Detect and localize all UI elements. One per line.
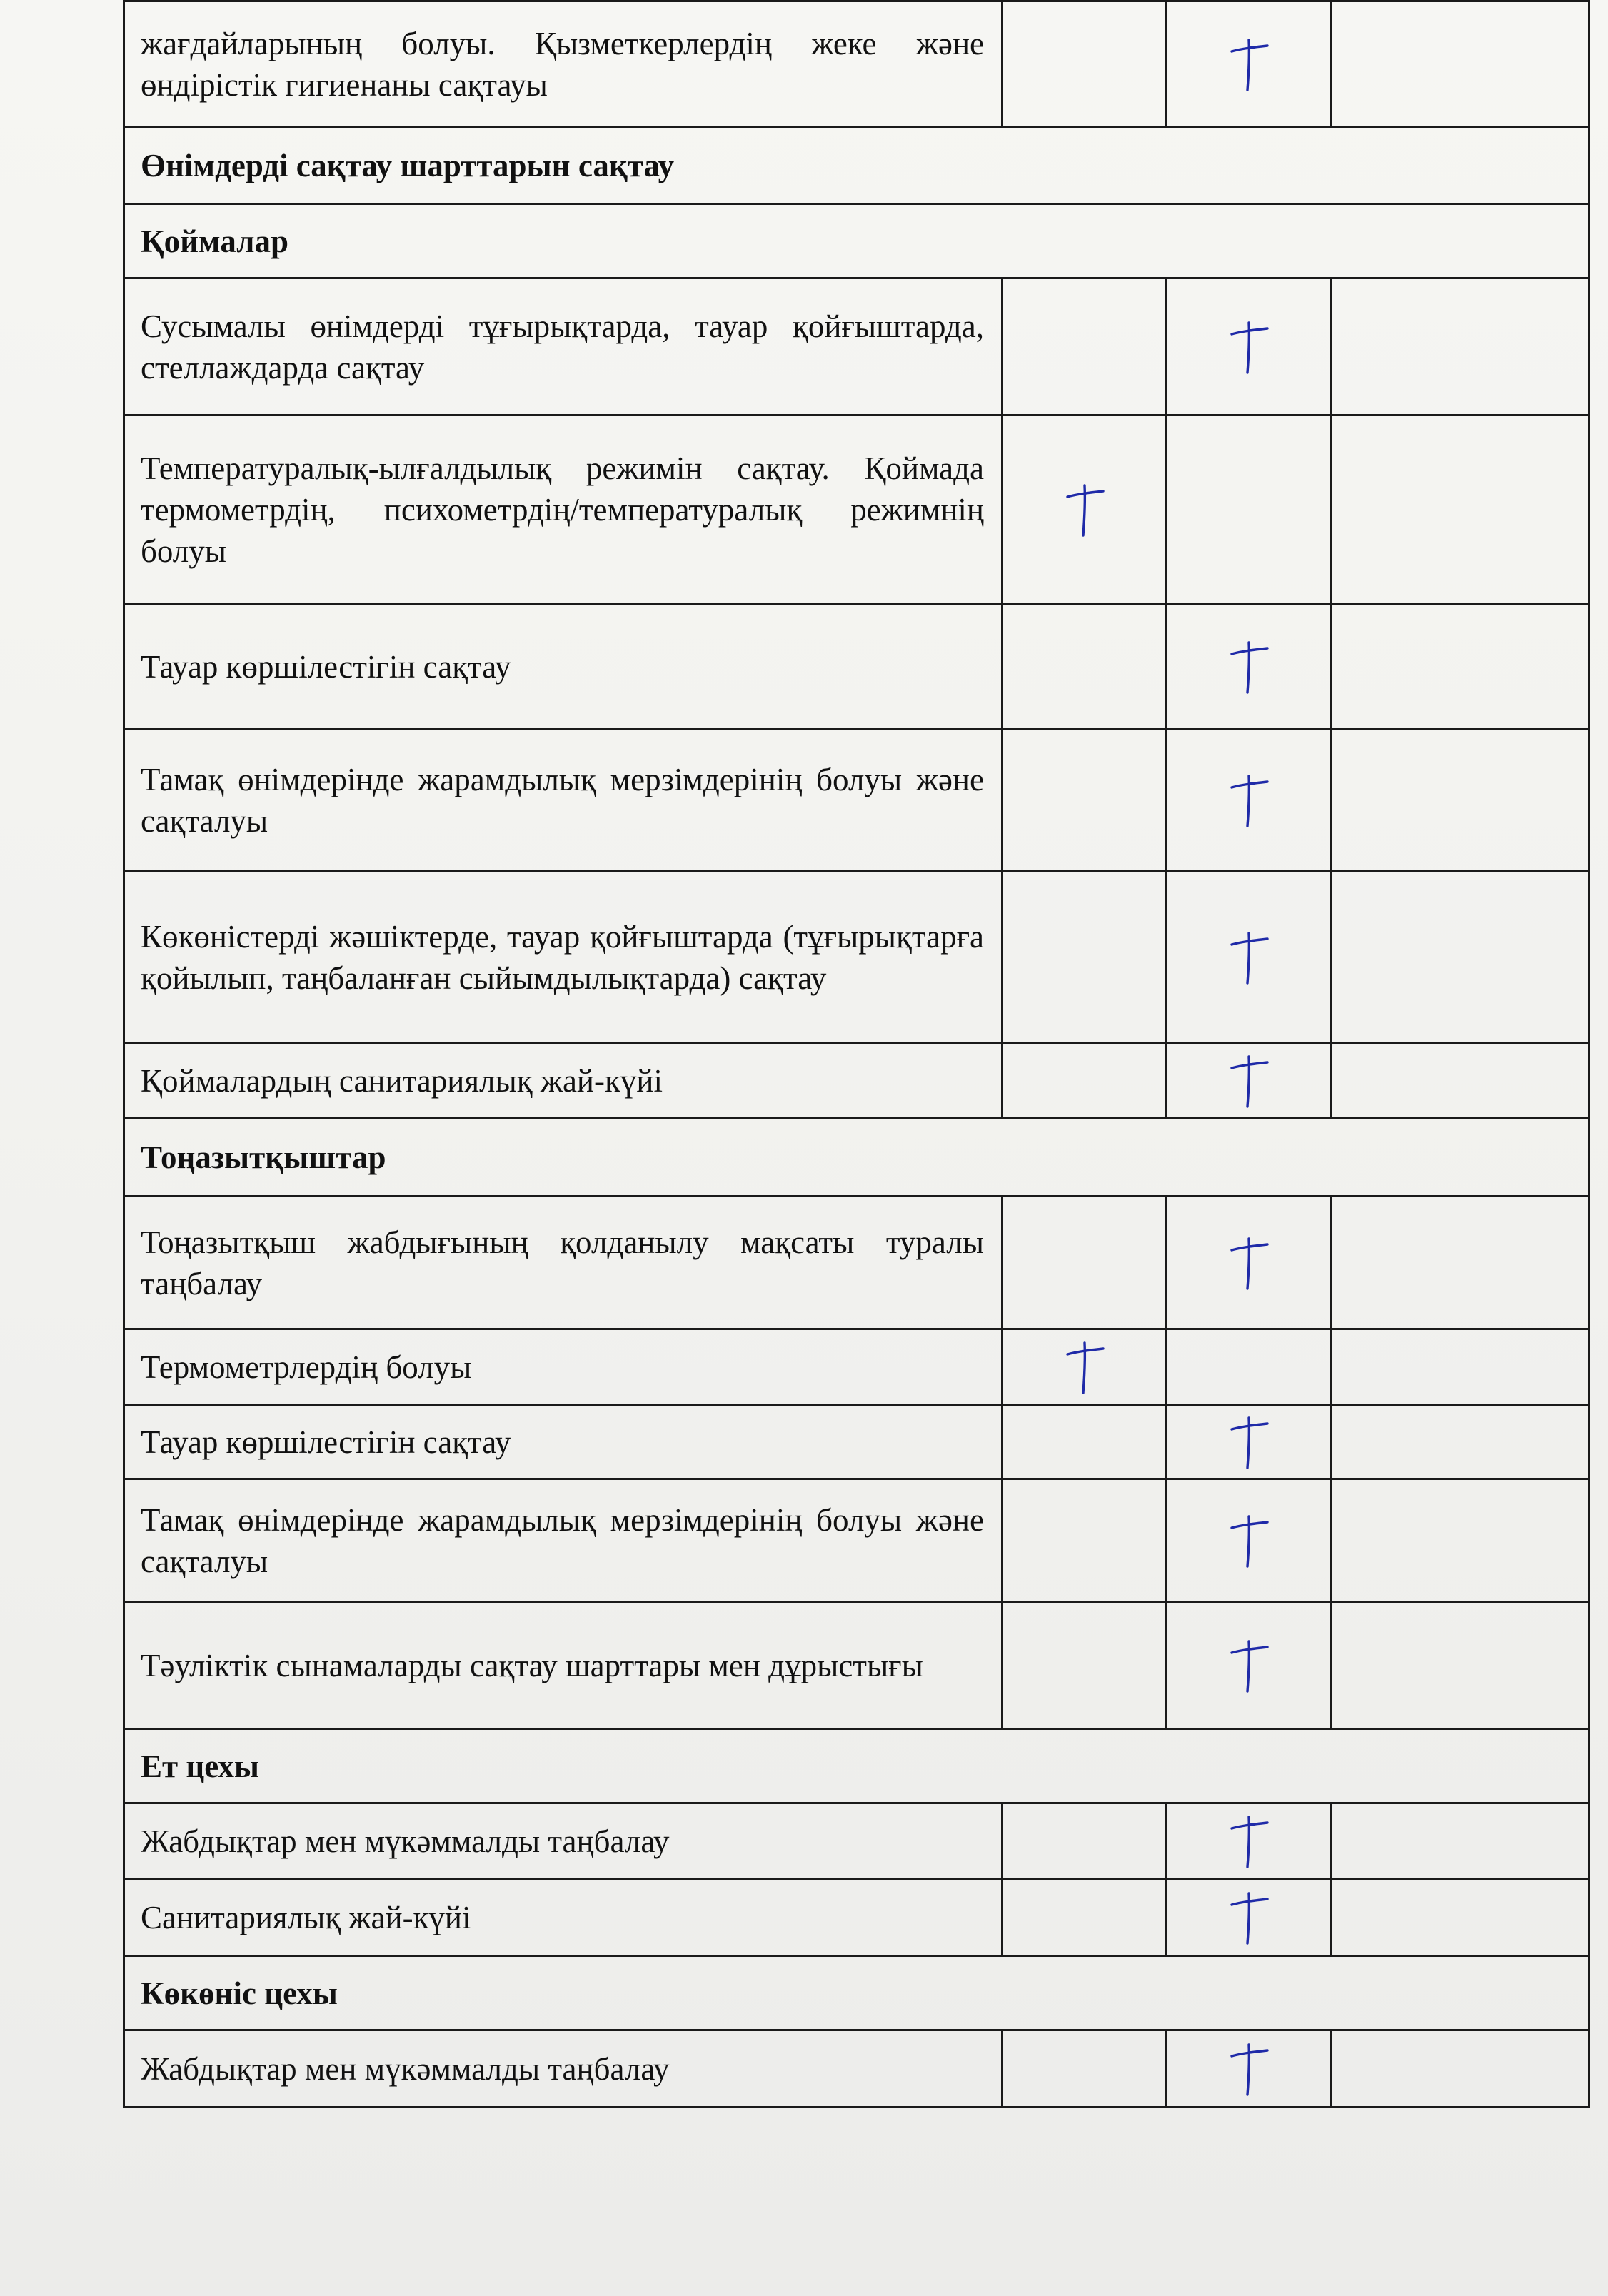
handwritten-plus-mark [1227,2040,1270,2098]
mark-cell-a[interactable] [1003,1405,1167,1479]
requirement-text: Жабдықтар мен мүкәммалды таңбалау [124,1803,1003,1879]
checklist-row [124,1044,1589,1118]
mark-cell-c[interactable] [1331,1803,1589,1879]
checklist-row [124,2030,1589,2108]
requirement-text: Санитариялық жай-күйі [124,1879,1003,1956]
checklist-row [124,1197,1589,1329]
mark-cell-b[interactable] [1167,871,1331,1044]
mark-cell-a[interactable] [1003,1879,1167,1956]
section-row [124,1729,1589,1803]
checklist-row [124,1879,1589,1956]
checklist-row [124,1405,1589,1479]
mark-cell-c[interactable] [1331,730,1589,871]
handwritten-plus-mark [1227,1889,1270,1946]
checklist-row [124,1602,1589,1729]
mark-cell-b[interactable] [1167,1879,1331,1956]
mark-cell-a[interactable] [1003,1803,1167,1879]
checklist-row [124,1803,1589,1879]
mark-cell-c[interactable] [1331,1602,1589,1729]
requirement-text: Термометрлердің болуы [124,1329,1003,1405]
handwritten-plus-mark [1227,1234,1270,1292]
handwritten-plus-mark [1227,36,1270,93]
handwritten-plus-mark [1227,1637,1270,1694]
mark-cell-a[interactable] [1003,604,1167,730]
checklist-row [124,871,1589,1044]
handwritten-plus-mark [1227,638,1270,695]
checklist-row [124,278,1589,416]
section-heading: Ет цехы [124,1729,1589,1803]
mark-cell-a[interactable] [1003,1197,1167,1329]
mark-cell-c[interactable] [1331,1197,1589,1329]
requirement-text: Тамақ өнімдерінде жарамдылық мерзімдерінің болуы және сақталуы [124,730,1003,871]
mark-cell-c[interactable] [1331,1405,1589,1479]
requirement-text: Қоймалардың санитариялық жай-күйі [124,1044,1003,1118]
requirement-text: Сусымалы өнімдерді тұғырықтарда, тауар қойғыштарда, стеллаждарда сақтау [124,278,1003,416]
requirement-text: Жабдықтар мен мүкәммалды таңбалау [124,2030,1003,2108]
checklist-row [124,730,1589,871]
mark-cell-c[interactable] [1331,871,1589,1044]
mark-cell-a[interactable] [1003,2030,1167,2108]
mark-cell-a[interactable] [1003,1602,1167,1729]
mark-cell-c[interactable] [1331,1479,1589,1602]
section-row [124,204,1589,278]
mark-cell-a[interactable] [1003,1329,1167,1405]
mark-cell-b[interactable] [1167,1602,1331,1729]
mark-cell-a[interactable] [1003,871,1167,1044]
section-heading: Көкөніс цехы [124,1956,1589,2030]
mark-cell-b[interactable] [1167,604,1331,730]
handwritten-plus-mark [1227,1052,1270,1109]
mark-cell-c[interactable] [1331,416,1589,604]
checklist-row [124,1479,1589,1602]
mark-cell-c[interactable] [1331,1329,1589,1405]
handwritten-plus-mark [1227,1813,1270,1870]
handwritten-plus-mark [1227,318,1270,376]
requirement-text: Тоңазытқыш жабдығының қолданылу мақсаты туралы таңбалау [124,1197,1003,1329]
requirement-text: Көкөністерді жәшіктерде, тауар қойғыштарда (тұғырықтарға қойылып, таңбаланған сыйымдылықтарда) сақтау [124,871,1003,1044]
mark-cell-c[interactable] [1331,1044,1589,1118]
handwritten-plus-mark [1063,481,1106,538]
requirement-text: Тауар көршілестігін сақтау [124,604,1003,730]
mark-cell-c[interactable] [1331,604,1589,730]
handwritten-plus-mark [1063,1339,1106,1396]
mark-cell-c[interactable] [1331,278,1589,416]
mark-cell-b[interactable] [1167,1329,1331,1405]
section-row [124,127,1589,204]
inspection-checklist-table [123,0,1590,2108]
mark-cell-a[interactable] [1003,1044,1167,1118]
mark-cell-a[interactable] [1003,1479,1167,1602]
handwritten-plus-mark [1227,929,1270,986]
requirement-text: жағдайларының болуы. Қызметкерлердің жеке және өндірістік гигиенаны сақтауы [124,1,1003,127]
mark-cell-b[interactable] [1167,1,1331,127]
mark-cell-c[interactable] [1331,1,1589,127]
handwritten-plus-mark [1227,772,1270,829]
handwritten-plus-mark [1227,1414,1270,1471]
checklist-row [124,1,1589,127]
requirement-text: Тауар көршілестігін сақтау [124,1405,1003,1479]
mark-cell-b[interactable] [1167,278,1331,416]
requirement-text: Тамақ өнімдерінде жарамдылық мерзімдерінің болуы және сақталуы [124,1479,1003,1602]
mark-cell-b[interactable] [1167,1405,1331,1479]
mark-cell-a[interactable] [1003,416,1167,604]
mark-cell-c[interactable] [1331,1879,1589,1956]
mark-cell-a[interactable] [1003,1,1167,127]
mark-cell-a[interactable] [1003,730,1167,871]
section-row [124,1956,1589,2030]
mark-cell-b[interactable] [1167,1479,1331,1602]
requirement-text: Температуралық-ылғалдылық режимін сақтау. Қоймада термометрдің, психометрдің/температуралық режимнің болуы [124,416,1003,604]
checklist-row [124,604,1589,730]
mark-cell-b[interactable] [1167,1197,1331,1329]
mark-cell-b[interactable] [1167,730,1331,871]
section-heading: Қоймалар [124,204,1589,278]
checklist-row [124,416,1589,604]
handwritten-plus-mark [1227,1512,1270,1569]
section-heading: Өнімдерді сақтау шарттарын сақтау [124,127,1589,204]
requirement-text: Тәуліктік сынамаларды сақтау шарттары мен дұрыстығы [124,1602,1003,1729]
section-heading: Тоңазытқыштар [124,1118,1589,1197]
section-row [124,1118,1589,1197]
checklist-row [124,1329,1589,1405]
mark-cell-c[interactable] [1331,2030,1589,2108]
mark-cell-b[interactable] [1167,1044,1331,1118]
mark-cell-b[interactable] [1167,1803,1331,1879]
mark-cell-b[interactable] [1167,416,1331,604]
mark-cell-b[interactable] [1167,2030,1331,2108]
mark-cell-a[interactable] [1003,278,1167,416]
